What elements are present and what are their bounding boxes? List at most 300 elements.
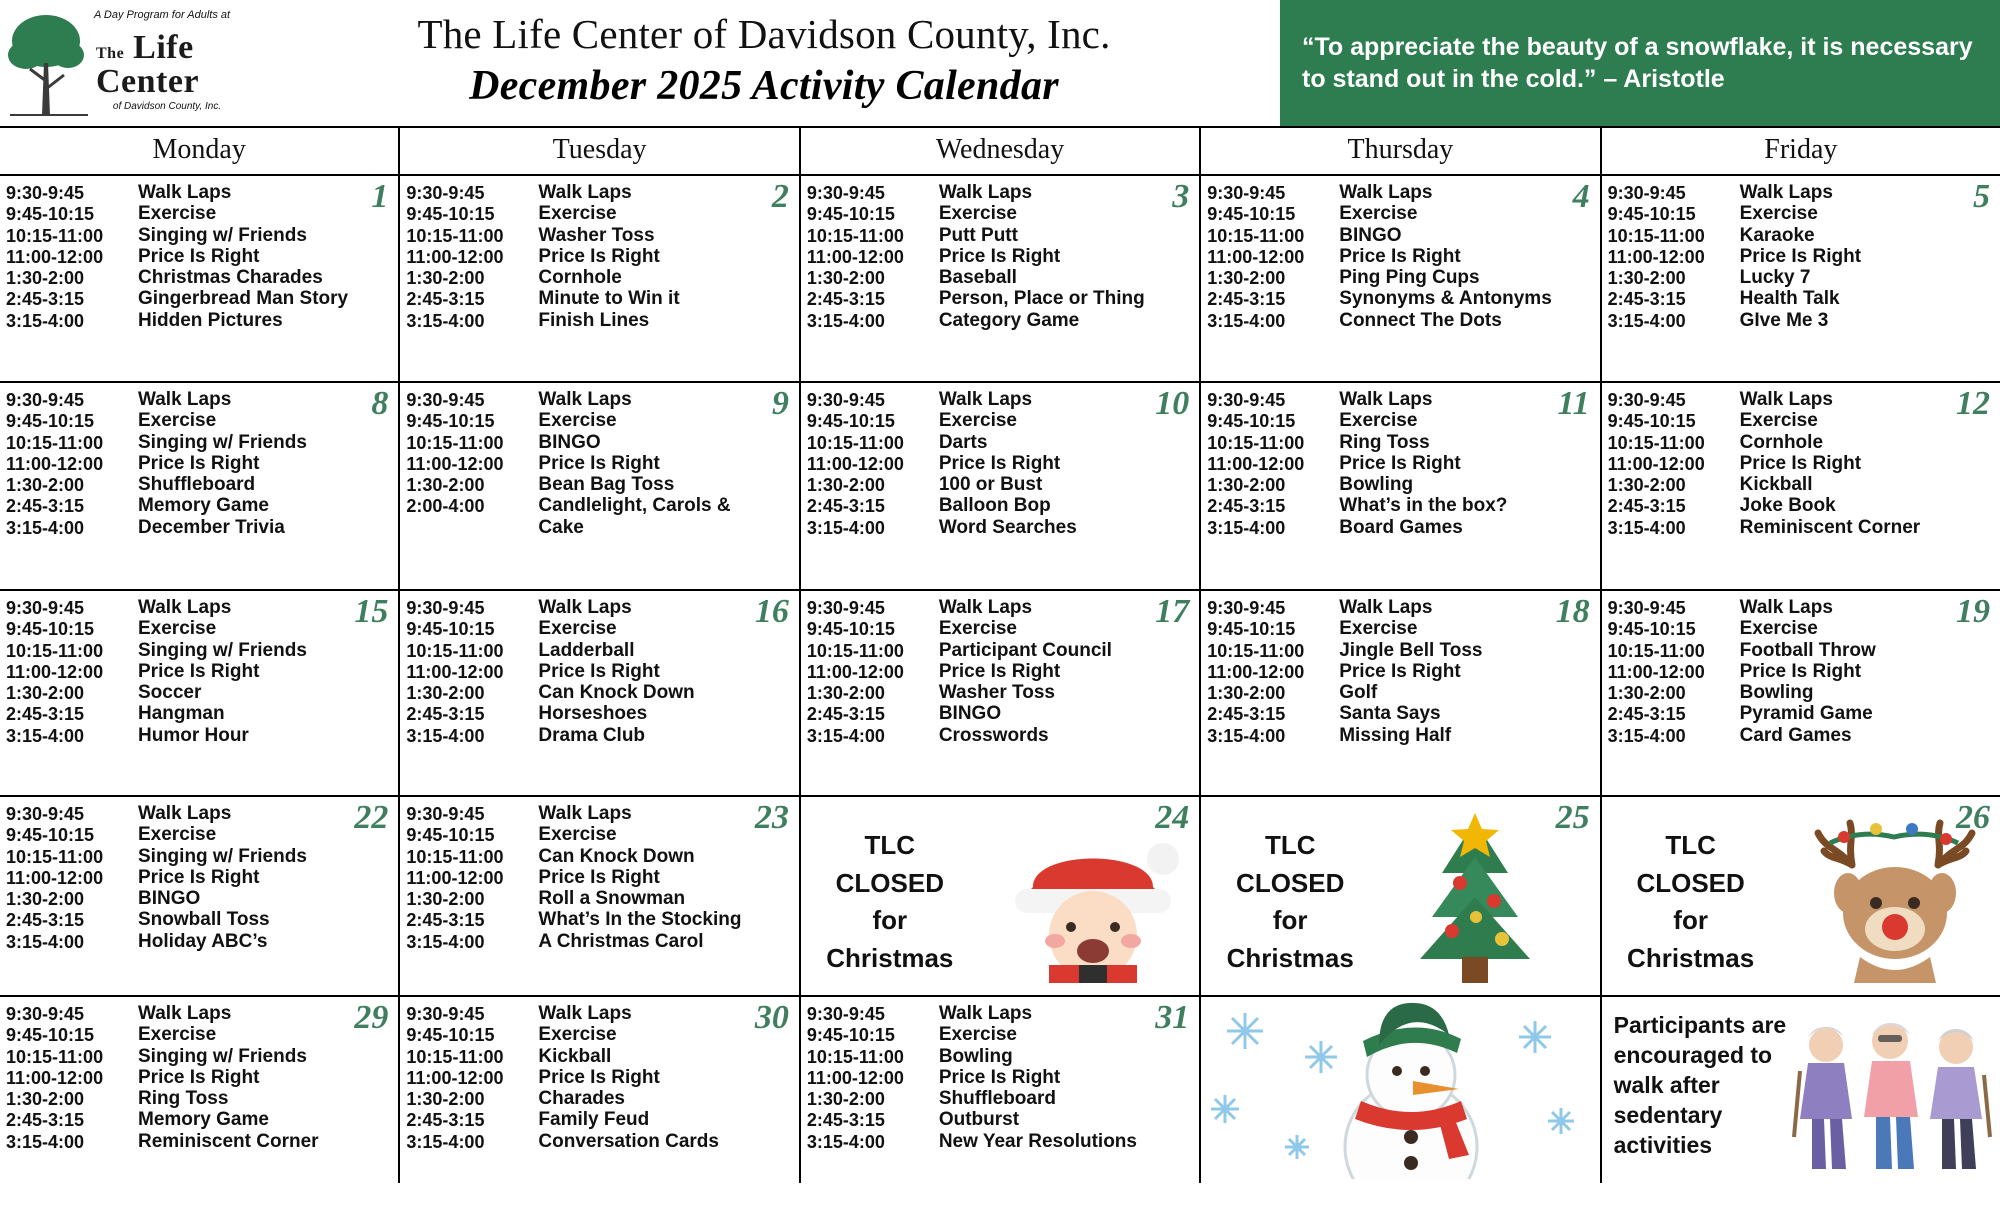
activity-time: 3:15-4:00 xyxy=(6,1131,85,1152)
activity-time: 11:00-12:00 xyxy=(6,246,104,267)
schedule-row xyxy=(1207,182,1595,203)
activity-name: Exercise xyxy=(1339,203,1418,225)
activity-name: Holiday ABC’s xyxy=(138,930,268,952)
activity-name: Person, Place or Thing xyxy=(938,288,1145,310)
calendar-day-cell[interactable] xyxy=(400,176,800,381)
activity-name: Candlelight, Carols & Cake xyxy=(538,495,731,538)
schedule-row xyxy=(406,1067,794,1088)
schedule-row xyxy=(6,846,394,867)
activity-time: 11:00-12:00 xyxy=(6,867,104,888)
activity-name: Walk Laps xyxy=(138,597,232,618)
schedule-row xyxy=(406,1024,794,1045)
activity-name: Christmas Charades xyxy=(138,267,323,289)
activity-name: Price Is Right xyxy=(938,245,1061,267)
activity-name: Price Is Right xyxy=(938,452,1061,474)
activity-name: Exercise xyxy=(938,618,1017,640)
activity-name: Charades xyxy=(538,1088,626,1110)
schedule-row xyxy=(807,225,1195,246)
activity-name: Washer Toss xyxy=(938,682,1055,704)
activity-time: 1:30-2:00 xyxy=(1607,683,1686,704)
activity-name: Cornhole xyxy=(1739,431,1824,453)
day-number: 29 xyxy=(354,999,389,1036)
activity-name: Price Is Right xyxy=(1739,245,1862,267)
activity-time: 3:15-4:00 xyxy=(1607,725,1686,746)
schedule-row xyxy=(6,410,394,431)
activity-time: 9:45-10:15 xyxy=(6,619,95,640)
walk-reminder-note: Participants are encouraged to walk after sedentary activities xyxy=(1613,1012,1787,1158)
schedule-row xyxy=(406,225,794,246)
calendar-day-cell[interactable] xyxy=(801,797,1201,995)
activity-name: 100 or Bust xyxy=(938,474,1043,496)
activity-time: 1:30-2:00 xyxy=(406,683,485,704)
activity-schedule xyxy=(801,997,1199,1152)
activity-name: Can Knock Down xyxy=(538,845,695,867)
schedule-row xyxy=(406,288,794,309)
activity-name: Walk Laps xyxy=(938,182,1033,203)
day-number: 5 xyxy=(1973,178,1991,215)
schedule-row xyxy=(6,725,394,746)
activity-name: Price Is Right xyxy=(138,660,260,682)
schedule-row xyxy=(807,389,1195,410)
day-number: 22 xyxy=(354,799,389,836)
activity-name: Lucky 7 xyxy=(1739,267,1811,289)
activity-time: 3:15-4:00 xyxy=(6,931,85,952)
activity-time: 1:30-2:00 xyxy=(1207,268,1286,289)
activity-name: Exercise xyxy=(538,618,617,640)
calendar-day-cell[interactable] xyxy=(801,997,1201,1183)
schedule-row xyxy=(406,1109,794,1130)
activity-time: 10:15-11:00 xyxy=(806,432,904,453)
activity-name: Price Is Right xyxy=(1339,245,1461,267)
activity-time: 3:15-4:00 xyxy=(406,310,485,331)
schedule-row xyxy=(6,1088,394,1109)
activity-name: December Trivia xyxy=(138,516,285,538)
activity-name: Exercise xyxy=(538,824,617,846)
schedule-row xyxy=(807,725,1195,746)
schedule-row xyxy=(807,182,1195,203)
activity-time: 10:15-11:00 xyxy=(1207,225,1305,246)
schedule-row xyxy=(6,246,394,267)
schedule-row xyxy=(406,453,794,474)
calendar-day-cell[interactable] xyxy=(1201,383,1601,589)
activity-name: Exercise xyxy=(138,1024,217,1046)
activity-name: Exercise xyxy=(538,1024,617,1046)
activity-name: Pyramid Game xyxy=(1739,703,1873,725)
activity-time: 2:45-3:15 xyxy=(6,496,85,517)
schedule-row xyxy=(1608,432,1996,453)
activity-name: Exercise xyxy=(938,1024,1017,1046)
schedule-row xyxy=(1207,661,1595,682)
calendar-decorative-cell[interactable] xyxy=(1201,997,1601,1183)
activity-name: Reminiscent Corner xyxy=(138,1130,319,1152)
activity-name: What’s In the Stocking xyxy=(538,909,742,931)
activity-time: 11:00-12:00 xyxy=(406,661,504,682)
schedule-row xyxy=(807,618,1195,639)
activity-name: Exercise xyxy=(538,203,617,225)
activity-name: What’s in the box? xyxy=(1339,495,1508,517)
activity-time: 9:45-10:15 xyxy=(6,204,95,225)
schedule-row xyxy=(1608,474,1996,495)
closed-notice: TLC CLOSED for Christmas xyxy=(826,830,954,974)
christmas-tree-icon xyxy=(1390,813,1560,993)
activity-time: 9:30-9:45 xyxy=(1207,183,1286,203)
schedule-row xyxy=(406,867,794,888)
activity-time: 11:00-12:00 xyxy=(6,1067,104,1088)
activity-name: Walk Laps xyxy=(538,803,632,824)
calendar-day-cell[interactable] xyxy=(400,997,800,1183)
day-number: 10 xyxy=(1155,385,1190,422)
schedule-row xyxy=(1207,725,1595,746)
santa-icon xyxy=(993,815,1193,995)
calendar-day-cell[interactable] xyxy=(400,591,800,795)
schedule-row xyxy=(406,803,794,824)
activity-time: 3:15-4:00 xyxy=(1607,517,1686,538)
schedule-row xyxy=(1608,703,1996,724)
schedule-row xyxy=(6,803,394,824)
calendar-day-cell[interactable] xyxy=(1602,797,2000,995)
schedule-row xyxy=(1207,495,1595,516)
schedule-row xyxy=(1207,288,1595,309)
activity-time: 2:45-3:15 xyxy=(806,704,885,725)
dayname-thursday: Thursday xyxy=(1201,128,1601,174)
day-number: 24 xyxy=(1155,799,1190,836)
activity-name: Walk Laps xyxy=(1339,389,1433,410)
calendar-day-cell[interactable] xyxy=(801,591,1201,795)
activity-time: 11:00-12:00 xyxy=(6,661,104,682)
schedule-row xyxy=(807,432,1195,453)
schedule-row xyxy=(6,389,394,410)
activity-time: 9:30-9:45 xyxy=(1607,598,1686,618)
calendar-title: December 2025 Activity Calendar xyxy=(469,63,1059,109)
schedule-row xyxy=(406,597,794,618)
schedule-row xyxy=(807,1109,1195,1130)
activity-name: A Christmas Carol xyxy=(538,930,704,952)
calendar-decorative-cell[interactable] xyxy=(1602,997,2000,1183)
activity-name: Price Is Right xyxy=(1339,660,1461,682)
calendar-day-cell[interactable] xyxy=(0,176,400,381)
activity-name: Santa Says xyxy=(1339,703,1441,725)
activity-time: 1:30-2:00 xyxy=(806,268,885,289)
activity-time: 10:15-11:00 xyxy=(806,640,904,661)
activity-name: Cornhole xyxy=(538,267,622,289)
activity-time: 11:00-12:00 xyxy=(1207,246,1305,267)
activity-time: 9:30-9:45 xyxy=(6,804,85,824)
activity-schedule xyxy=(400,383,798,538)
schedule-row xyxy=(1207,682,1595,703)
activity-schedule xyxy=(1602,176,2000,331)
activity-time: 3:15-4:00 xyxy=(1207,725,1286,746)
activity-time: 3:15-4:00 xyxy=(6,310,85,331)
activity-name: Price Is Right xyxy=(138,245,260,267)
activity-time: 10:15-11:00 xyxy=(6,225,104,246)
schedule-row xyxy=(406,410,794,431)
day-number: 1 xyxy=(371,178,389,215)
activity-name: Board Games xyxy=(1339,516,1463,538)
day-number: 18 xyxy=(1555,593,1590,630)
activity-name: Synonyms & Antonyms xyxy=(1339,288,1552,310)
schedule-row xyxy=(1608,225,1996,246)
schedule-row xyxy=(1207,618,1595,639)
day-number: 12 xyxy=(1956,385,1991,422)
activity-name: Exercise xyxy=(1739,203,1818,225)
tree-logo-icon xyxy=(6,11,92,119)
schedule-row xyxy=(6,203,394,224)
activity-name: Can Knock Down xyxy=(538,682,695,704)
activity-time: 9:30-9:45 xyxy=(6,1004,85,1024)
schedule-row xyxy=(807,495,1195,516)
activity-name: Humor Hour xyxy=(138,724,249,746)
calendar-day-cell[interactable] xyxy=(1201,591,1601,795)
calendar-week-row xyxy=(0,383,2000,591)
activity-time: 10:15-11:00 xyxy=(806,1046,904,1067)
activity-name: Walk Laps xyxy=(938,389,1033,410)
activity-time: 9:45-10:15 xyxy=(1207,619,1296,640)
activity-schedule xyxy=(0,797,398,952)
schedule-row xyxy=(406,495,794,538)
activity-name: Walk Laps xyxy=(538,389,632,410)
activity-name: Price Is Right xyxy=(938,1066,1061,1088)
schedule-row xyxy=(807,661,1195,682)
schedule-row xyxy=(1608,182,1996,203)
activity-time: 11:00-12:00 xyxy=(406,246,504,267)
schedule-row xyxy=(6,432,394,453)
schedule-row xyxy=(6,931,394,952)
logo-word-center: Center xyxy=(96,63,200,100)
activity-name: Word Searches xyxy=(938,516,1077,538)
calendar-day-cell[interactable] xyxy=(1602,176,2000,381)
activity-name: BINGO xyxy=(538,431,601,453)
schedule-row xyxy=(807,267,1195,288)
activity-time: 1:30-2:00 xyxy=(406,475,485,496)
activity-name: Exercise xyxy=(1739,410,1818,432)
activity-time: 9:45-10:15 xyxy=(806,619,895,640)
activity-name: Bowling xyxy=(1739,682,1814,704)
activity-name: BINGO xyxy=(138,888,201,910)
activity-time: 1:30-2:00 xyxy=(1207,683,1286,704)
calendar-day-cell[interactable] xyxy=(400,797,800,995)
schedule-row xyxy=(807,453,1195,474)
schedule-row xyxy=(6,618,394,639)
activity-time: 9:30-9:45 xyxy=(406,390,485,410)
activity-time: 3:15-4:00 xyxy=(1207,517,1286,538)
schedule-row xyxy=(406,389,794,410)
activity-name: Singing w/ Friends xyxy=(138,845,307,867)
activity-schedule xyxy=(0,383,398,538)
schedule-row xyxy=(406,1088,794,1109)
activity-time: 9:30-9:45 xyxy=(806,183,885,203)
calendar-week-row xyxy=(0,997,2000,1183)
activity-name: Baseball xyxy=(938,267,1017,289)
day-number: 16 xyxy=(754,593,789,630)
activity-time: 10:15-11:00 xyxy=(1607,640,1705,661)
activity-time: 10:15-11:00 xyxy=(806,225,904,246)
schedule-row xyxy=(1608,725,1996,746)
activity-time: 3:15-4:00 xyxy=(1207,310,1286,331)
day-number: 3 xyxy=(1172,178,1190,215)
activity-time: 2:45-3:15 xyxy=(806,289,885,310)
schedule-row xyxy=(6,824,394,845)
calendar-day-cell[interactable] xyxy=(1201,176,1601,381)
activity-schedule xyxy=(801,591,1199,746)
schedule-row xyxy=(1207,432,1595,453)
activity-time: 9:45-10:15 xyxy=(1607,204,1696,225)
activity-time: 10:15-11:00 xyxy=(6,846,104,867)
schedule-row xyxy=(406,1003,794,1024)
activity-time: 2:45-3:15 xyxy=(1607,704,1686,725)
activity-name: Walk Laps xyxy=(1339,182,1433,203)
activity-name: Walk Laps xyxy=(1339,597,1433,618)
activity-time: 2:45-3:15 xyxy=(406,1110,485,1131)
schedule-row xyxy=(807,640,1195,661)
calendar-day-cell[interactable] xyxy=(1602,591,2000,795)
schedule-row xyxy=(1207,410,1595,431)
activity-name: Kickball xyxy=(1739,474,1813,496)
activity-time: 2:45-3:15 xyxy=(6,910,85,931)
logo-tagline: A Day Program for Adults at xyxy=(93,9,231,21)
activity-time: 10:15-11:00 xyxy=(406,225,504,246)
calendar-day-cell[interactable] xyxy=(801,176,1201,381)
calendar-day-cell[interactable] xyxy=(0,591,400,795)
schedule-row xyxy=(807,246,1195,267)
calendar-week-row xyxy=(0,591,2000,797)
schedule-row xyxy=(807,288,1195,309)
activity-time: 10:15-11:00 xyxy=(6,1046,104,1067)
activity-name: Roll a Snowman xyxy=(538,888,686,910)
activity-name: Price Is Right xyxy=(538,452,660,474)
activity-time: 1:30-2:00 xyxy=(406,1089,485,1110)
schedule-row xyxy=(807,1088,1195,1109)
activity-time: 3:15-4:00 xyxy=(406,931,485,952)
schedule-row xyxy=(406,310,794,331)
schedule-row xyxy=(6,474,394,495)
activity-time: 1:30-2:00 xyxy=(806,1089,885,1110)
activity-name: BINGO xyxy=(938,703,1002,725)
activity-name: Bean Bag Toss xyxy=(538,474,675,496)
page-header xyxy=(0,0,2000,126)
activity-time: 3:15-4:00 xyxy=(806,725,885,746)
activity-time: 2:45-3:15 xyxy=(6,1110,85,1131)
schedule-row xyxy=(6,661,394,682)
schedule-row xyxy=(406,682,794,703)
schedule-row xyxy=(1207,474,1595,495)
activity-name: Gingerbread Man Story xyxy=(138,288,349,310)
activity-name: Putt Putt xyxy=(938,224,1018,246)
schedule-row xyxy=(807,410,1195,431)
schedule-row xyxy=(1608,310,1996,331)
activity-time: 10:15-11:00 xyxy=(6,432,104,453)
activity-name: Kickball xyxy=(538,1045,612,1067)
activity-schedule xyxy=(1201,383,1599,538)
activity-schedule xyxy=(801,383,1199,538)
activity-name: Minute to Win it xyxy=(538,288,680,310)
schedule-row xyxy=(807,1024,1195,1045)
activity-time: 10:15-11:00 xyxy=(406,640,504,661)
calendar-day-cell[interactable] xyxy=(0,997,400,1183)
calendar-grid xyxy=(0,176,2000,1183)
activity-name: Conversation Cards xyxy=(538,1130,719,1152)
activity-name: Memory Game xyxy=(138,1109,269,1131)
activity-name: Walk Laps xyxy=(938,597,1033,618)
activity-schedule xyxy=(801,176,1199,331)
activity-name: Price Is Right xyxy=(1339,452,1461,474)
activity-name: Golf xyxy=(1339,682,1378,704)
activity-time: 3:15-4:00 xyxy=(406,1131,485,1152)
schedule-row xyxy=(406,931,794,952)
schedule-row xyxy=(6,640,394,661)
calendar-day-cell[interactable] xyxy=(801,383,1201,589)
activity-time: 9:45-10:15 xyxy=(1207,204,1296,225)
calendar-week-row xyxy=(0,176,2000,383)
activity-name: Walk Laps xyxy=(1739,389,1833,410)
activity-time: 3:15-4:00 xyxy=(406,725,485,746)
activity-schedule xyxy=(1201,591,1599,746)
activity-name: Exercise xyxy=(1339,410,1418,432)
activity-time: 9:45-10:15 xyxy=(1607,411,1696,432)
schedule-row xyxy=(807,597,1195,618)
activity-time: 3:15-4:00 xyxy=(6,725,85,746)
schedule-row xyxy=(807,1046,1195,1067)
calendar-week-row xyxy=(0,797,2000,997)
activity-time: 10:15-11:00 xyxy=(1607,225,1705,246)
activity-name: Outburst xyxy=(938,1109,1020,1131)
schedule-row xyxy=(406,640,794,661)
activity-time: 1:30-2:00 xyxy=(6,683,85,704)
schedule-row xyxy=(1608,410,1996,431)
schedule-row xyxy=(1608,517,1996,538)
activity-time: 1:30-2:00 xyxy=(6,268,85,289)
schedule-row xyxy=(1207,267,1595,288)
logo-subtitle: of Davidson County, Inc. xyxy=(112,101,222,112)
activity-time: 9:45-10:15 xyxy=(806,204,895,225)
dayname-tuesday: Tuesday xyxy=(400,128,800,174)
activity-time: 10:15-11:00 xyxy=(406,846,504,867)
activity-time: 2:45-3:15 xyxy=(1207,496,1286,517)
calendar-day-cell[interactable] xyxy=(0,383,400,589)
day-number: 11 xyxy=(1557,385,1590,422)
activity-name: Jingle Bell Toss xyxy=(1339,639,1483,661)
schedule-row xyxy=(1608,288,1996,309)
calendar-day-cell[interactable] xyxy=(400,383,800,589)
activity-name: Health Talk xyxy=(1739,288,1840,310)
schedule-row xyxy=(406,888,794,909)
schedule-row xyxy=(6,1067,394,1088)
calendar-day-cell[interactable] xyxy=(0,797,400,995)
activity-name: Hidden Pictures xyxy=(138,309,283,331)
activity-time: 11:00-12:00 xyxy=(806,1067,904,1088)
activity-time: 10:15-11:00 xyxy=(406,1046,504,1067)
schedule-row xyxy=(406,246,794,267)
schedule-row xyxy=(1207,225,1595,246)
activity-time: 1:30-2:00 xyxy=(806,475,885,496)
activity-time: 10:15-11:00 xyxy=(406,432,504,453)
schedule-row xyxy=(1608,203,1996,224)
activity-time: 2:45-3:15 xyxy=(6,289,85,310)
activity-time: 9:30-9:45 xyxy=(6,183,85,203)
activity-name: Singing w/ Friends xyxy=(138,431,307,453)
activity-time: 9:45-10:15 xyxy=(406,204,495,225)
schedule-row xyxy=(807,517,1195,538)
calendar-day-cell[interactable] xyxy=(1201,797,1601,995)
activity-time: 11:00-12:00 xyxy=(806,453,904,474)
activity-name: Crosswords xyxy=(938,724,1049,746)
activity-time: 1:30-2:00 xyxy=(406,889,485,910)
day-number: 25 xyxy=(1555,799,1590,836)
calendar-day-cell[interactable] xyxy=(1602,383,2000,589)
activity-name: Exercise xyxy=(938,410,1017,432)
activity-name: Bowling xyxy=(1339,474,1414,496)
activity-time: 11:00-12:00 xyxy=(806,246,904,267)
schedule-row xyxy=(1608,246,1996,267)
